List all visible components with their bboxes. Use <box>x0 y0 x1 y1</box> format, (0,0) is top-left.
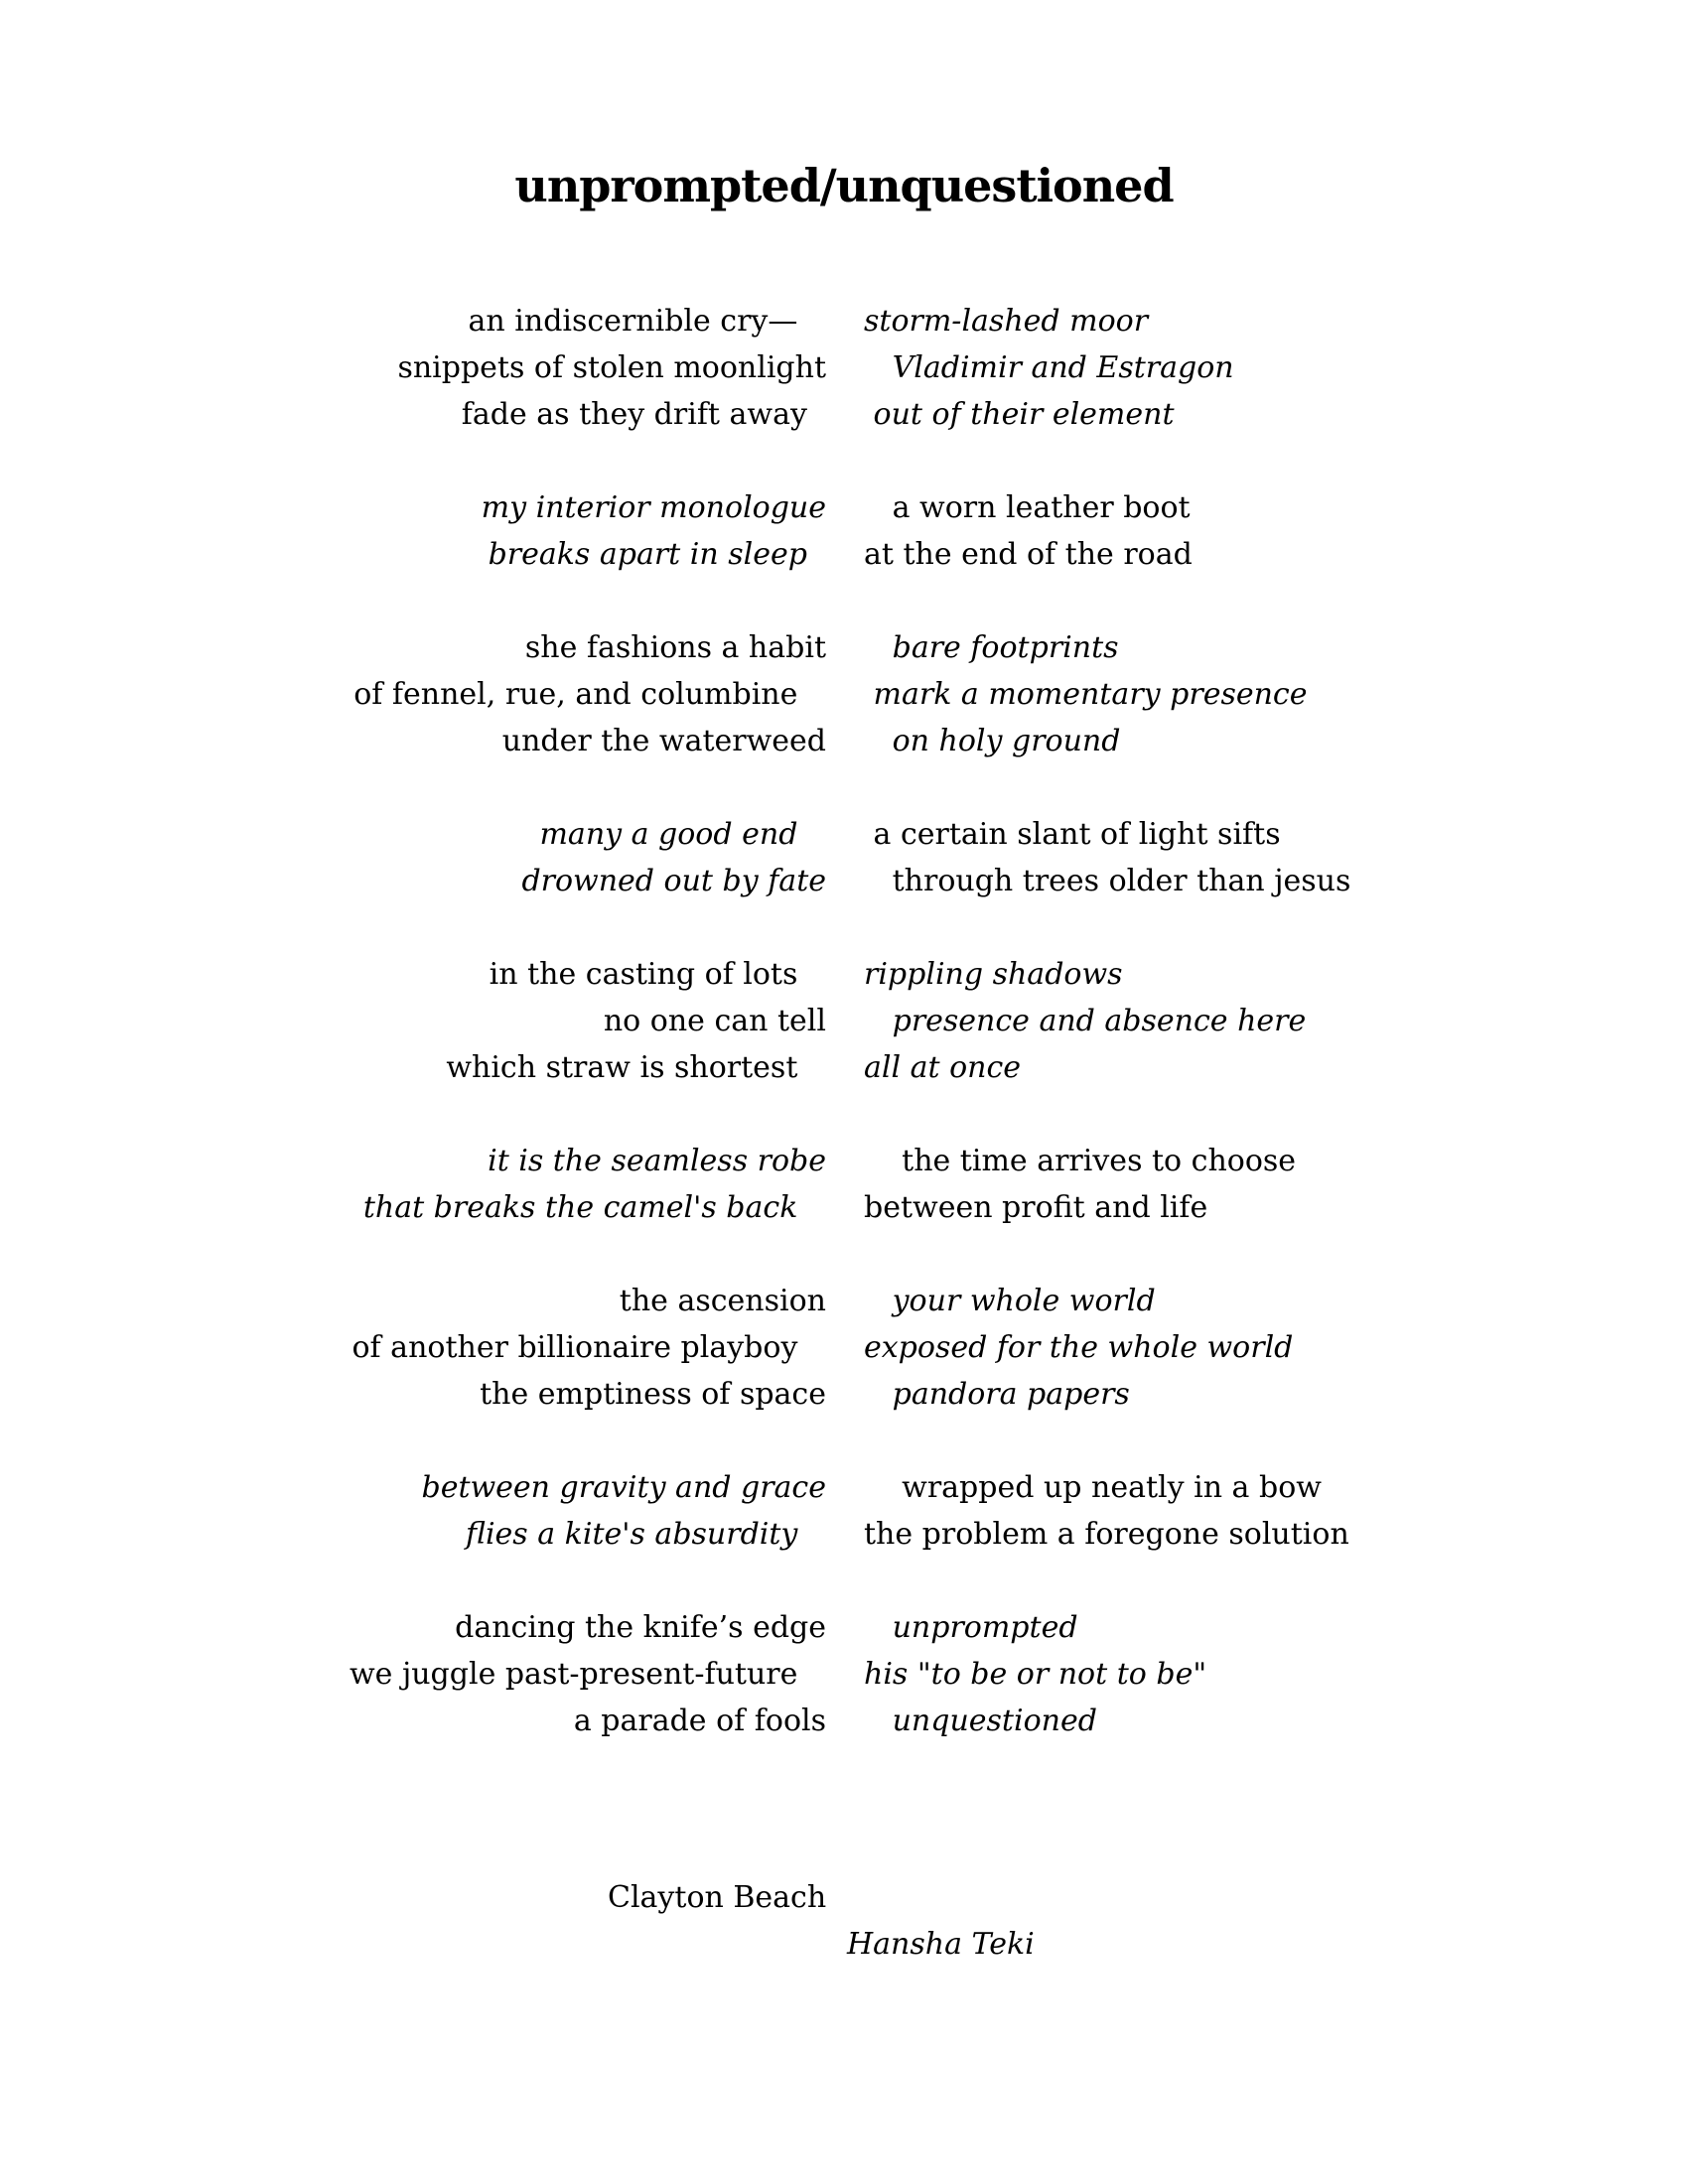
poem-line: mark a momentary presence <box>864 677 1308 712</box>
stanza-left-column <box>0 1278 826 1418</box>
poem-line: bare footprints <box>864 630 1119 665</box>
poem-line: many a good end <box>539 817 826 852</box>
poem-line: presence and absence here <box>864 1004 1307 1038</box>
stanza-left-column <box>0 951 826 1091</box>
stanza <box>0 1464 1688 1558</box>
poem-line: dancing the knife’s edge <box>455 1610 826 1645</box>
poem-line: my interior monologue <box>481 490 826 525</box>
stanza-left-column <box>0 624 826 764</box>
poem-line: the ascension <box>619 1284 826 1318</box>
stanza-left-column <box>0 298 826 438</box>
credits <box>608 1874 1035 1968</box>
co-author-name: Hansha Teki <box>847 1927 1035 1962</box>
poem-line: a certain slant of light sifts <box>864 817 1281 852</box>
poem-line: breaks apart in sleep <box>488 537 826 572</box>
poem-line: between profit and life <box>864 1190 1208 1225</box>
poem-body <box>0 298 1688 1744</box>
poem-line: at the end of the road <box>864 537 1193 572</box>
poem-line: the problem a foregone solution <box>864 1517 1349 1552</box>
stanza <box>0 811 1688 904</box>
poem-title: unprompted/unquestioned <box>514 159 1174 212</box>
poem-line: between gravity and grace <box>421 1470 826 1505</box>
stanza-left-column <box>0 1464 826 1558</box>
author-name: Clayton Beach <box>608 1880 827 1915</box>
stanza <box>0 484 1688 578</box>
poem-line: in the casting of lots <box>489 957 826 992</box>
stanza-right-column <box>864 1604 1688 1744</box>
poem-line: pandora papers <box>864 1377 1130 1412</box>
stanza <box>0 624 1688 764</box>
poem-line: unquestioned <box>864 1704 1097 1738</box>
poem-line: of another billionaire playboy <box>352 1330 826 1365</box>
poem-line: fade as they drift away <box>461 397 826 432</box>
poem-line: the time arrives to choose <box>864 1144 1297 1178</box>
poem-line: a parade of fools <box>573 1704 826 1738</box>
stanza-right-column <box>864 484 1688 578</box>
poem-line: that breaks the camel's back <box>362 1190 826 1225</box>
stanza <box>0 1604 1688 1744</box>
poem-line: his "to be or not to be" <box>864 1657 1207 1692</box>
poem-line: unprompted <box>864 1610 1078 1645</box>
poem-line: out of their element <box>864 397 1175 432</box>
poem-line: exposed for the whole world <box>864 1330 1294 1365</box>
poem-line: a worn leather boot <box>864 490 1191 525</box>
poem-line: it is the seamless robe <box>488 1144 826 1178</box>
stanza-right-column <box>864 624 1688 764</box>
stanza <box>0 1278 1688 1418</box>
stanza <box>0 298 1688 438</box>
poem-line: under the waterweed <box>501 724 826 758</box>
stanza-right-column <box>864 951 1688 1091</box>
poem-line: rippling shadows <box>864 957 1123 992</box>
poem-line: which straw is shortest <box>446 1050 826 1085</box>
poem-line: your whole world <box>864 1284 1156 1318</box>
poem-line: an indiscernible cry— <box>468 304 826 339</box>
poem-line: snippets of stolen moonlight <box>397 350 826 385</box>
poem-line: flies a kite's absurdity <box>465 1517 826 1552</box>
stanza-left-column <box>0 484 826 578</box>
poem-line: drowned out by fate <box>521 864 826 898</box>
poem-line: no one can tell <box>603 1004 826 1038</box>
stanza-left-column <box>0 1138 826 1231</box>
poem-line: through trees older than jesus <box>864 864 1351 898</box>
stanza-left-column <box>0 1604 826 1744</box>
poem-line: of fennel, rue, and columbine <box>353 677 826 712</box>
poem-line: the emptiness of space <box>480 1377 826 1412</box>
stanza-right-column <box>864 1278 1688 1418</box>
poem-line: storm-lashed moor <box>864 304 1149 339</box>
stanza-left-column <box>0 811 826 904</box>
poem-line: Vladimir and Estragon <box>864 350 1234 385</box>
poem-line: on holy ground <box>864 724 1121 758</box>
stanza-right-column <box>864 1464 1688 1558</box>
stanza <box>0 1138 1688 1231</box>
poem-line: wrapped up neatly in a bow <box>864 1470 1322 1505</box>
stanza-right-column <box>864 811 1688 904</box>
poem-line: we juggle past-present-future <box>349 1657 826 1692</box>
stanza <box>0 951 1688 1091</box>
poem-line: all at once <box>864 1050 1022 1085</box>
poem-line: she fashions a habit <box>524 630 826 665</box>
stanza-right-column <box>864 298 1688 438</box>
stanza-right-column <box>864 1138 1688 1231</box>
